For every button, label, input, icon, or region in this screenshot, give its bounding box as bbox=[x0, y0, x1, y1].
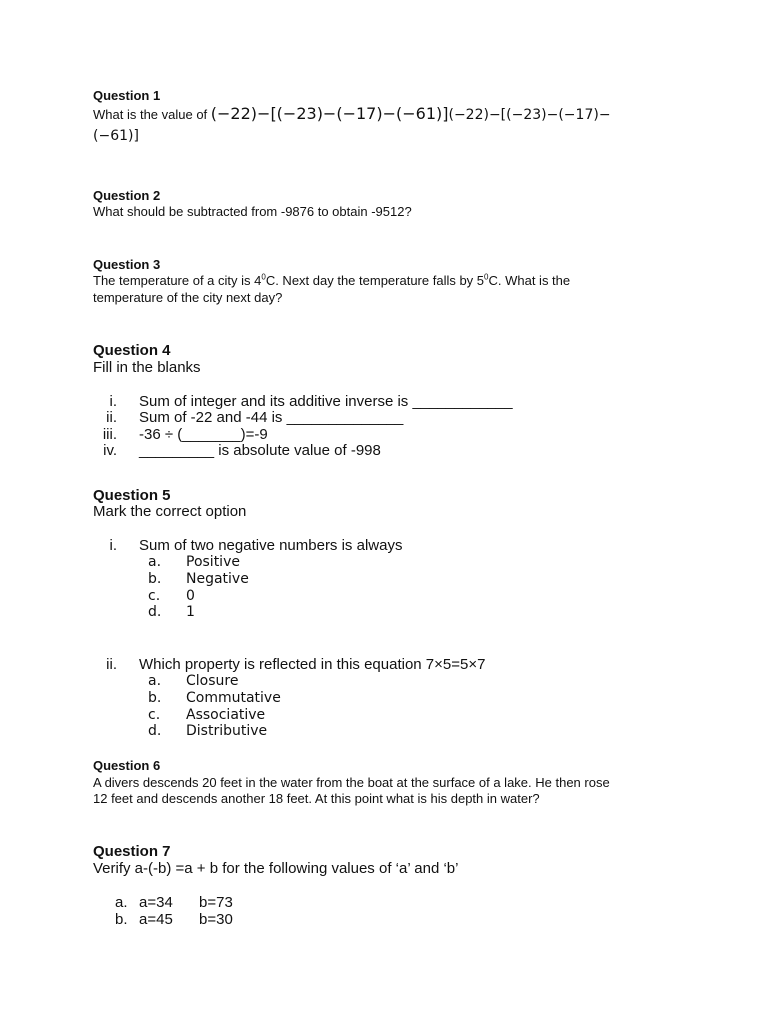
question-3-text-c: C. What is the bbox=[488, 273, 571, 288]
q5-1-option-b-letter: b. bbox=[148, 571, 162, 587]
question-5-instruction: Mark the correct option bbox=[93, 503, 247, 520]
question-1-math: (−22)−[(−23)−(−17)−(−61)] bbox=[210, 104, 449, 123]
question-1-title: Question 1 bbox=[93, 88, 161, 103]
question-3-text-b: C. Next day the temperature falls by 5 bbox=[265, 273, 485, 288]
q5-2-option-a-text: Closure bbox=[186, 673, 239, 689]
question-6-line-2: 12 feet and descends another 18 feet. At this point what is his depth in water? bbox=[93, 791, 540, 806]
q5-1-option-d-text: 1 bbox=[186, 604, 195, 620]
q7-row-a-b-value: b=73 bbox=[199, 894, 233, 911]
q5-1-option-b-text: Negative bbox=[186, 571, 249, 587]
question-6-line-1: A divers descends 20 feet in the water from the boat at the surface of a lake. He then rose bbox=[93, 775, 610, 790]
q5-1-option-a-letter: a. bbox=[148, 554, 162, 570]
q5-part-1-num: i. bbox=[109, 537, 117, 554]
q5-2-option-d-letter: d. bbox=[148, 723, 162, 739]
question-4-instruction: Fill in the blanks bbox=[93, 359, 201, 376]
q5-1-option-d-letter: d. bbox=[148, 604, 162, 620]
q7-row-b-letter: b. bbox=[115, 911, 128, 928]
q4-item-1-text: Sum of integer and its additive inverse is ____________ bbox=[139, 393, 513, 410]
question-3-text-a: The temperature of a city is 4 bbox=[93, 273, 262, 288]
question-4-title: Question 4 bbox=[93, 342, 171, 359]
question-2-text: What should be subtracted from -9876 to obtain -9512? bbox=[93, 204, 412, 219]
q5-2-option-b-text: Commutative bbox=[186, 690, 281, 706]
question-5-title: Question 5 bbox=[93, 487, 171, 504]
q4-item-3-num: iii. bbox=[102, 426, 117, 443]
q4-item-2-num: ii. bbox=[106, 409, 117, 426]
q4-item-3-text: -36 ÷ (_______)=-9 bbox=[139, 426, 268, 443]
q5-2-option-d-text: Distributive bbox=[186, 723, 268, 739]
question-3-line-1 bbox=[93, 273, 570, 288]
question-3-line-2: temperature of the city next day? bbox=[93, 290, 283, 305]
question-6-title: Question 6 bbox=[93, 758, 161, 773]
q5-2-option-b-letter: b. bbox=[148, 690, 162, 706]
q5-part-2-text: Which property is reflected in this equation 7×5=5×7 bbox=[139, 656, 486, 673]
question-1-prefix: What is the value of bbox=[93, 107, 211, 122]
question-1-math-wrap: (−61)] bbox=[93, 128, 139, 144]
q7-row-a bbox=[0, 894, 768, 912]
degree-superscript-2: 0 bbox=[484, 272, 489, 282]
question-7-title: Question 7 bbox=[93, 843, 171, 860]
q7-row-a-a-value: a=34 bbox=[139, 894, 173, 911]
question-1-text bbox=[93, 104, 611, 123]
question-2-title: Question 2 bbox=[93, 188, 161, 203]
q5-part-1-text: Sum of two negative numbers is always bbox=[139, 537, 403, 554]
q7-row-b bbox=[0, 911, 768, 929]
q4-item-4-num: iv. bbox=[103, 442, 117, 459]
q5-1-option-c-text: 0 bbox=[186, 588, 195, 604]
q5-part-2-num: ii. bbox=[106, 656, 117, 673]
q4-item-2-text: Sum of -22 and -44 is ______________ bbox=[139, 409, 404, 426]
q5-2-option-c-text: Associative bbox=[186, 707, 266, 723]
q5-1-option-c-letter: c. bbox=[148, 588, 161, 604]
question-1-math-repeat: (−22)−[(−23)−(−17)− bbox=[448, 107, 611, 123]
question-3-title: Question 3 bbox=[93, 257, 161, 272]
q5-2-option-a-letter: a. bbox=[148, 673, 162, 689]
q4-item-1-num: i. bbox=[109, 393, 117, 410]
degree-superscript-1: 0 bbox=[261, 272, 266, 282]
question-7-instruction: Verify a-(-b) =a + b for the following values of ‘a’ and ‘b’ bbox=[93, 860, 459, 877]
q5-1-option-a-text: Positive bbox=[186, 554, 240, 570]
q7-row-b-a-value: a=45 bbox=[139, 911, 173, 928]
q7-row-b-b-value: b=30 bbox=[199, 911, 233, 928]
q5-2-option-c-letter: c. bbox=[148, 707, 161, 723]
q7-row-a-letter: a. bbox=[115, 894, 128, 911]
q4-item-4-text: _________ is absolute value of -998 bbox=[139, 442, 381, 459]
